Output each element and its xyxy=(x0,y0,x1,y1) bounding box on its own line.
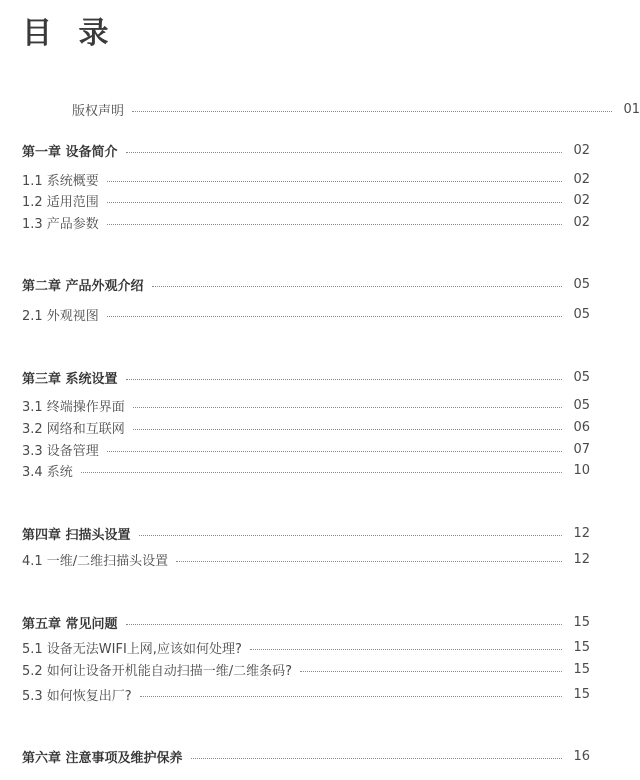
dot-leader xyxy=(107,316,562,317)
toc-section-5-1[interactable] xyxy=(22,637,590,657)
toc-entry-label: 5.2 如何让设备开机能自动扫描一维/二维条码? xyxy=(22,663,293,679)
dot-leader xyxy=(133,407,562,408)
toc-page-number: 15 xyxy=(573,614,590,630)
toc-entry-label: 第三章 系统设置 xyxy=(22,371,118,387)
toc-entry-label: 3.2 网络和互联网 xyxy=(22,421,125,437)
toc-entry-label: 4.1 一维/二维扫描头设置 xyxy=(22,553,169,569)
toc-section-4-1[interactable] xyxy=(22,549,590,569)
toc-section-1-1[interactable] xyxy=(22,169,590,189)
toc-chapter-2[interactable] xyxy=(22,274,590,294)
toc-section-2-1[interactable] xyxy=(22,304,590,324)
toc-entry-copyright[interactable] xyxy=(22,99,640,119)
toc-section-1-2[interactable] xyxy=(22,190,590,210)
dot-leader xyxy=(133,429,562,430)
toc-chapter-4[interactable] xyxy=(22,523,590,543)
dot-leader xyxy=(81,472,562,473)
dot-leader xyxy=(107,202,562,203)
dot-leader xyxy=(176,561,562,562)
toc-entry-label: 1.2 适用范围 xyxy=(22,194,99,210)
toc-entry-label: 5.3 如何恢复出厂? xyxy=(22,688,132,704)
toc-entry-label: 第五章 常见问题 xyxy=(22,616,118,632)
dot-leader xyxy=(126,379,562,380)
toc-page-number: 02 xyxy=(573,142,590,158)
toc-page-number: 06 xyxy=(573,419,590,435)
toc-entry-label: 第二章 产品外观介绍 xyxy=(22,278,144,294)
toc-entry-label: 第四章 扫描头设置 xyxy=(22,527,131,543)
dot-leader xyxy=(152,286,562,287)
toc-page-number: 02 xyxy=(573,192,590,208)
toc-page-number: 07 xyxy=(573,441,590,457)
dot-leader xyxy=(132,111,612,112)
toc-page-number: 02 xyxy=(573,171,590,187)
toc-section-3-2[interactable] xyxy=(22,417,590,437)
toc-entry-label: 5.1 设备无法WIFI上网,应该如何处理? xyxy=(22,641,242,657)
toc-page-number: 15 xyxy=(573,639,590,655)
page-title: 目 录 xyxy=(22,16,117,51)
toc-page-number: 12 xyxy=(573,525,590,541)
toc-page-number: 16 xyxy=(573,748,590,764)
toc-page-number: 01 xyxy=(623,101,640,117)
toc-page-number: 05 xyxy=(573,306,590,322)
dot-leader xyxy=(107,181,562,182)
toc-entry-label: 第六章 注意事项及维护保养 xyxy=(22,750,183,766)
toc-page-number: 15 xyxy=(573,661,590,677)
toc-chapter-1[interactable] xyxy=(22,140,590,160)
toc-page-number: 02 xyxy=(573,214,590,230)
toc-section-5-2[interactable] xyxy=(22,659,590,679)
toc-page-number: 10 xyxy=(573,462,590,478)
toc-page-number: 05 xyxy=(573,397,590,413)
dot-leader xyxy=(107,451,562,452)
dot-leader xyxy=(191,758,562,759)
toc-section-3-1[interactable] xyxy=(22,395,590,415)
toc-section-1-3[interactable] xyxy=(22,212,590,232)
toc-chapter-3[interactable] xyxy=(22,367,590,387)
dot-leader xyxy=(140,696,562,697)
toc-section-3-4[interactable] xyxy=(22,460,590,480)
toc-entry-label: 2.1 外观视图 xyxy=(22,308,99,324)
toc-chapter-5[interactable] xyxy=(22,612,590,632)
toc-page-number: 05 xyxy=(573,276,590,292)
toc-page-number: 05 xyxy=(573,369,590,385)
toc-entry-label: 3.1 终端操作界面 xyxy=(22,399,125,415)
dot-leader xyxy=(300,671,562,672)
dot-leader xyxy=(139,535,562,536)
toc-section-3-3[interactable] xyxy=(22,439,590,459)
toc-entry-label: 版权声明 xyxy=(72,103,125,119)
toc-entry-label: 3.4 系统 xyxy=(22,464,73,480)
toc-section-5-3[interactable] xyxy=(22,684,590,704)
dot-leader xyxy=(126,624,562,625)
toc-page-number: 15 xyxy=(573,686,590,702)
toc-page-number: 12 xyxy=(573,551,590,567)
toc-entry-label: 1.1 系统概要 xyxy=(22,173,99,189)
toc-entry-label: 第一章 设备简介 xyxy=(22,144,118,160)
toc-entry-label: 1.3 产品参数 xyxy=(22,216,99,232)
toc-chapter-6[interactable] xyxy=(22,746,590,766)
dot-leader xyxy=(250,649,562,650)
toc-entry-label: 3.3 设备管理 xyxy=(22,443,99,459)
dot-leader xyxy=(126,152,562,153)
dot-leader xyxy=(107,224,562,225)
